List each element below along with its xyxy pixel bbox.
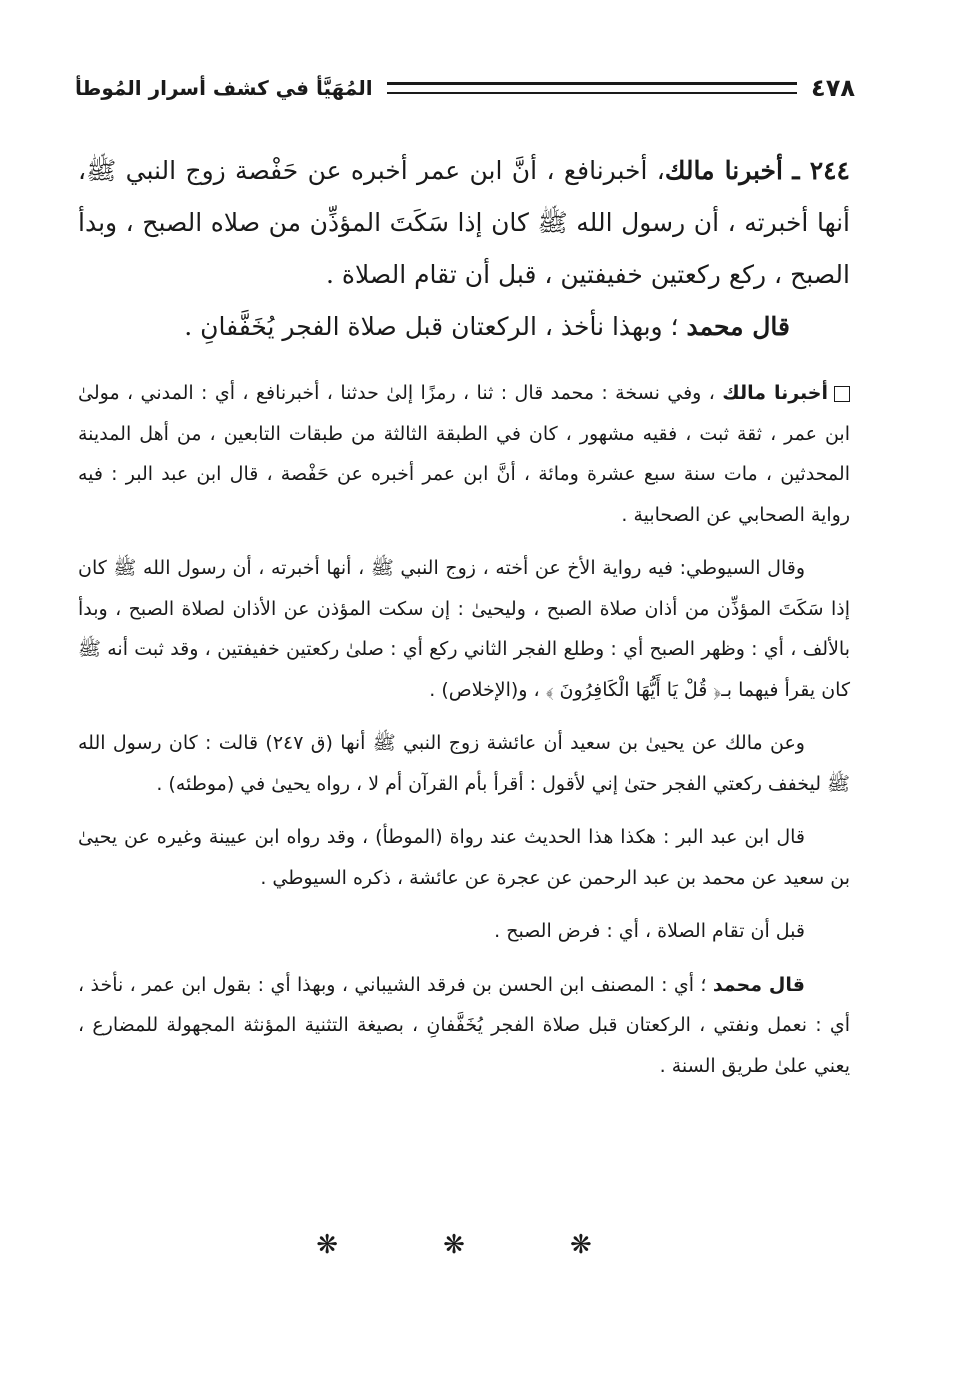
hadith-lead: أخبرنا مالك [664, 156, 783, 185]
commentary-paragraph-5: قبل أن تقام الصلاة ، أي : فرض الصبح . [494, 920, 805, 942]
header-rule [387, 82, 797, 94]
commentary-paragraph-6 [78, 965, 850, 1087]
section-divider: ❋ ❋ ❋ [316, 1230, 640, 1260]
commentary-body-1: ، وفي نسخة : محمد قال : ثنا ، رمزًا إلىٰ حدثنا ، أخبرنافع ، أي : المدني ، مولىٰ ابن عمر ، ثقة ثبت ، فقيه مشهور ، كان في الطبقة الثالثة من طبقات التابعين ، من أهل المدينة المحدثين ، مات سنة سبع عشرة ومائة ، أنَّ ابن عمر أخبره عن حَفْصة ، قال ابن عبد البر : فيه رواية الصحابي عن الصحابية . [78, 382, 850, 526]
commentary-paragraph-1 [78, 373, 850, 535]
section-box-icon [834, 386, 850, 402]
page-number: ٤٧٨ [811, 74, 855, 102]
hadith-text [78, 145, 850, 301]
commentary-paragraph-4: قال ابن عبد البر : هكذا هذا الحديث عند رواة (الموطأ) ، وقد رواه ابن عيينة وغيره عن يحيىٰ بن سعيد عن محمد بن عبد الرحمن عن عجرة عن عائشة ، ذكره السيوطي . [78, 826, 850, 889]
hadith-number: ٢٤٤ ـ [792, 156, 850, 185]
commentary-paragraph-3: وعن مالك عن يحيىٰ بن سعيد أن عائشة زوج النبي ﷺ أنها (ق ٢٤٧) قالت : كان رسول الله ﷺ ليخفف ركعتي الفجر حتىٰ إني لأقول : أقرأ بأم القرآن أم لا ، رواه يحيىٰ في (موطئه) . [78, 732, 850, 795]
commentary-lead-1: أخبرنا مالك [722, 382, 829, 404]
muhammad-body: ؛ وبهذا نأخذ ، الركعتان قبل صلاة الفجر يُخَفَّفانِ . [184, 312, 679, 341]
hadith-body: ، أخبرنافع ، أنَّ ابن عمر أخبره عن حَفْصة زوج النبي ﷺ، أنها أخبرته ، أن رسول الله ﷺ كان إذا سَكَتَ المؤذِّن من صلاه الصبح ، وبدأ الصبح ، ركع ركعتين خفيفتين ، قبل أن تقام الصلاة . [78, 156, 850, 289]
muhammad-comment [78, 301, 850, 353]
page-header [75, 70, 855, 106]
commentary-body-6: ؛ أي : المصنف ابن الحسن بن فرقد الشيباني ، وبهذا أي : بقول ابن عمر ، نأخذ ، أي : نعمل ونفتي ، الركعتان قبل صلاة الفجر يُخَفَّفانِ ، بصيغة التثنية المؤنثة المجهولة للمضارع ، يعني علىٰ طريق السنة . [78, 973, 850, 1077]
page-content [78, 145, 850, 1099]
commentary-paragraph-2: وقال السيوطي: فيه رواية الأخ عن أخته ، زوج النبي ﷺ ، أنها أخبرته ، أن رسول الله ﷺ كان إذا سَكَتَ المؤذِّن من أذان صلاة الصبح ، وليحيىٰ : إن سكت المؤذن عن الأذان لصلاة الصبح ، وبدأ بالألف ، أي : وظهر الصبح أي : وطلع الفجر الثاني ركع أي : صلىٰ ركعتين خفيفتين ، وقد ثبت أنه ﷺ كان يقرأ فيهما بـ﴿ قُلْ يَا أَيُّهَا الْكَافِرُونَ ﴾ ، و(الإخلاص) . [78, 557, 850, 701]
muhammad-lead: قال محمد [686, 312, 790, 341]
commentary-lead-6: قال محمد [712, 973, 805, 996]
book-title: المُهَيَّأ في كشف أسرار المُوطأ [75, 76, 373, 100]
